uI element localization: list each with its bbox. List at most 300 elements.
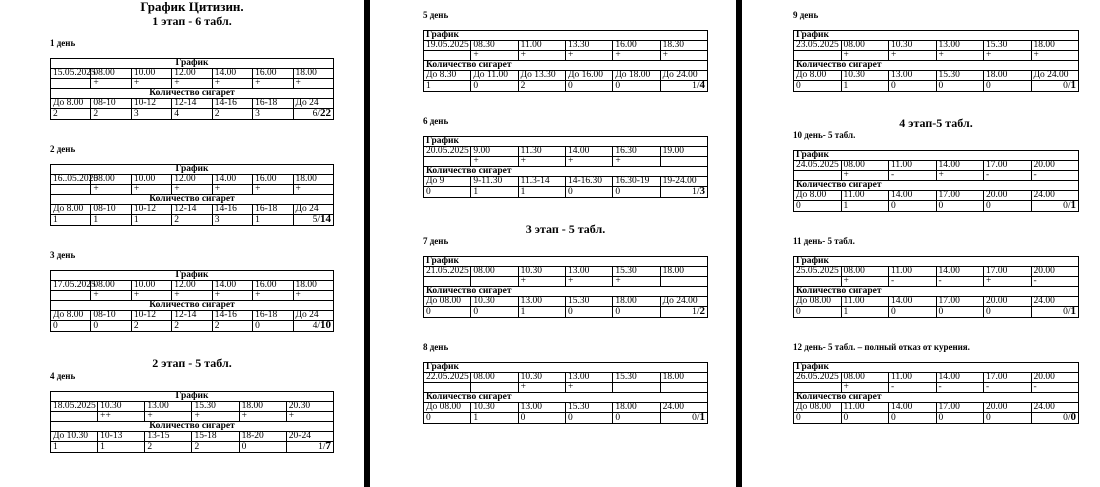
interval-row <box>51 311 334 321</box>
result-cell <box>660 187 707 198</box>
interval-cell: 24.00 <box>660 403 707 413</box>
count-header: Количество сигарет <box>51 195 334 205</box>
schedule-header-row <box>424 31 708 41</box>
count-cell: 0 <box>984 81 1032 92</box>
schedule-header-row <box>794 363 1079 373</box>
schedule-header: График <box>794 257 1079 267</box>
date-cell: 17.05.2025 <box>51 281 91 291</box>
count-cell: 3 <box>131 109 171 120</box>
time-cell: 11.00 <box>889 373 937 383</box>
time-cell: 19.00 <box>660 147 707 157</box>
schedule-table <box>423 30 708 92</box>
count-header: Количество сигарет <box>51 89 334 99</box>
mark-cell: + <box>286 412 333 422</box>
schedule-header: График <box>51 59 334 69</box>
document-page-1 <box>0 0 364 487</box>
count-row <box>794 201 1079 212</box>
time-cell: 20.00 <box>1031 373 1079 383</box>
interval-cell: 13.00 <box>889 71 937 81</box>
interval-cell: До 24 <box>293 205 333 215</box>
page-2-content <box>423 0 708 487</box>
result-cell <box>286 442 333 453</box>
result-smoked: 1 <box>1070 199 1076 211</box>
time-cell: 16.00 <box>253 175 293 185</box>
mark-cell <box>51 185 91 195</box>
count-header-row <box>424 61 708 71</box>
day-label: 9 день <box>793 10 819 20</box>
interval-cell: 18.00 <box>613 297 660 307</box>
time-cell: 08.00 <box>841 267 889 277</box>
result-smoked: 14 <box>320 213 331 225</box>
mark-cell: - <box>1031 383 1079 393</box>
day-label: 6 день <box>423 116 449 126</box>
result-smoked: 10 <box>320 319 331 331</box>
mark-row <box>424 157 708 167</box>
count-row <box>794 413 1079 424</box>
count-cell: 0 <box>794 413 842 424</box>
result-cell <box>293 215 333 226</box>
count-row <box>51 321 334 332</box>
time-cell: 13.00 <box>936 41 984 51</box>
mark-row <box>794 51 1079 61</box>
day-label: 12 день- 5 табл. – полный отказ от курения. <box>793 342 970 352</box>
count-header: Количество сигарет <box>794 393 1079 403</box>
mark-cell: + <box>565 157 612 167</box>
time-cell: 20.00 <box>1031 161 1079 171</box>
mark-cell <box>794 51 842 61</box>
count-cell: 0 <box>613 307 660 318</box>
count-cell: 0 <box>936 307 984 318</box>
time-cell: 18.00 <box>660 373 707 383</box>
day-label: 1 день <box>50 38 76 48</box>
interval-cell: 13.00 <box>518 403 565 413</box>
interval-cell: 24.00 <box>1031 403 1079 413</box>
result-smoked: 7 <box>325 440 331 452</box>
count-header: Количество сигарет <box>794 287 1079 297</box>
schedule-header: График <box>51 271 334 281</box>
result-cell <box>1031 201 1079 212</box>
interval-cell: До 24 <box>293 311 333 321</box>
count-cell: 0 <box>936 81 984 92</box>
count-cell: 0 <box>841 413 889 424</box>
schedule-header-row <box>794 257 1079 267</box>
count-cell: 0 <box>424 413 471 424</box>
date-cell: 20.05.2025 <box>424 147 471 157</box>
count-cell: 2 <box>172 321 212 332</box>
schedule-header-row <box>424 257 708 267</box>
interval-cell: До 18.00 <box>613 71 660 81</box>
mark-cell: + <box>984 277 1032 287</box>
interval-cell: 12-14 <box>172 311 212 321</box>
day-table-wrap <box>50 164 334 226</box>
mark-cell: + <box>131 185 171 195</box>
result-cell <box>1031 81 1079 92</box>
interval-cell: До 10.30 <box>51 432 98 442</box>
time-cell: 18.00 <box>660 267 707 277</box>
interval-cell: До 24.00 <box>1031 71 1079 81</box>
mark-cell: + <box>841 171 889 181</box>
result-cell <box>293 109 333 120</box>
result-cell <box>660 81 707 92</box>
count-cell: 0 <box>424 187 471 198</box>
mark-row <box>51 79 334 89</box>
time-cell: 13.00 <box>565 373 612 383</box>
count-cell: 0 <box>253 321 293 332</box>
interval-row <box>794 403 1079 413</box>
mark-cell: + <box>293 185 333 195</box>
day-table-wrap <box>793 30 1079 92</box>
time-cell: 16.30 <box>613 147 660 157</box>
time-cell: 13.00 <box>565 267 612 277</box>
time-row <box>794 267 1079 277</box>
time-cell: 14.00 <box>936 267 984 277</box>
count-cell: 0 <box>889 201 937 212</box>
day-table-wrap <box>423 136 708 198</box>
mark-cell: - <box>889 383 937 393</box>
mark-row <box>424 51 708 61</box>
time-row <box>424 41 708 51</box>
time-cell: 12.00 <box>172 69 212 79</box>
count-header: Количество сигарет <box>424 167 708 177</box>
interval-cell: До 11.00 <box>471 71 518 81</box>
time-cell: 11.30 <box>518 147 565 157</box>
mark-cell: + <box>91 79 131 89</box>
interval-cell: 08-10 <box>91 205 131 215</box>
time-cell: 15.30 <box>984 41 1032 51</box>
result-cell <box>293 321 333 332</box>
schedule-table <box>50 164 334 226</box>
day-label: 8 день <box>423 342 449 352</box>
mark-cell: - <box>936 383 984 393</box>
mark-cell: + <box>91 185 131 195</box>
count-cell: 0 <box>794 201 842 212</box>
time-cell: 15.30 <box>192 402 239 412</box>
interval-cell: 10-12 <box>131 99 171 109</box>
interval-row <box>794 71 1079 81</box>
count-header: Количество сигарет <box>794 61 1079 71</box>
mark-cell: + <box>889 51 937 61</box>
mark-cell: + <box>172 79 212 89</box>
count-row <box>51 109 334 120</box>
mark-cell <box>660 383 707 393</box>
day-label: 4 день <box>50 371 76 381</box>
time-cell: 10.00 <box>131 69 171 79</box>
time-row <box>424 267 708 277</box>
time-cell: 17.00 <box>984 161 1032 171</box>
interval-cell: 14.00 <box>889 403 937 413</box>
count-cell: 0 <box>91 321 131 332</box>
schedule-header-row <box>51 392 334 402</box>
interval-row <box>424 71 708 81</box>
count-cell: 0 <box>613 81 660 92</box>
interval-cell: 16-18 <box>253 99 293 109</box>
count-cell: 2 <box>212 321 252 332</box>
result-smoked: 22 <box>320 107 331 119</box>
count-cell: 1 <box>91 215 131 226</box>
day-label: 3 день <box>50 250 76 260</box>
time-cell: 14.00 <box>565 147 612 157</box>
count-cell: 1 <box>518 187 565 198</box>
schedule-table <box>50 391 334 453</box>
interval-cell: 10-13 <box>98 432 145 442</box>
result-smoked: 1 <box>699 411 705 423</box>
day-table-wrap <box>793 362 1079 424</box>
day-table-wrap <box>423 362 708 424</box>
count-header-row <box>51 89 334 99</box>
time-cell: 18.00 <box>293 175 333 185</box>
schedule-header-row <box>51 59 334 69</box>
interval-cell: До 8.00 <box>51 205 91 215</box>
mark-cell: - <box>936 277 984 287</box>
count-header: Количество сигарет <box>424 393 708 403</box>
time-cell: 10.00 <box>131 175 171 185</box>
schedule-header: График <box>424 257 708 267</box>
interval-cell: До 8.00 <box>51 99 91 109</box>
time-cell: 17.00 <box>984 267 1032 277</box>
result-taken: 5/ <box>312 215 320 225</box>
interval-cell: 20.00 <box>984 297 1032 307</box>
time-cell: 16.00 <box>253 69 293 79</box>
mark-row <box>794 171 1079 181</box>
date-cell: 21.05.2025 <box>424 267 471 277</box>
count-header: Количество сигарет <box>794 181 1079 191</box>
date-cell: 23.05.2025 <box>794 41 842 51</box>
interval-cell: 19-24.00 <box>660 177 707 187</box>
count-header-row <box>794 393 1079 403</box>
mark-cell <box>424 277 471 287</box>
count-header-row <box>51 422 334 432</box>
interval-cell: 10-12 <box>131 205 171 215</box>
count-cell: 0 <box>889 413 937 424</box>
interval-cell: 10.30 <box>471 297 518 307</box>
day-label: 2 день <box>50 144 76 154</box>
schedule-header-row <box>424 363 708 373</box>
mark-cell <box>471 277 518 287</box>
mark-cell: + <box>841 383 889 393</box>
time-cell: 10.30 <box>889 41 937 51</box>
mark-cell: + <box>145 412 192 422</box>
mark-cell: + <box>841 51 889 61</box>
result-taken: 4/ <box>312 321 320 331</box>
count-header-row <box>794 181 1079 191</box>
mark-cell: + <box>293 291 333 301</box>
mark-cell: + <box>984 51 1032 61</box>
interval-cell: 17.00 <box>936 403 984 413</box>
document-title: График Цитизин. <box>140 0 244 14</box>
count-cell: 0 <box>794 81 842 92</box>
interval-row <box>51 432 334 442</box>
result-smoked: 1 <box>1070 79 1076 91</box>
count-cell: 2 <box>145 442 192 453</box>
schedule-table <box>793 256 1079 318</box>
interval-cell: 08-10 <box>91 311 131 321</box>
result-taken: 0/ <box>1063 307 1071 317</box>
mark-row <box>51 185 334 195</box>
schedule-header: График <box>51 392 334 402</box>
time-cell: 16.00 <box>613 41 660 51</box>
count-cell: 1 <box>424 81 471 92</box>
count-cell: 0 <box>565 81 612 92</box>
interval-cell: 9-11.30 <box>471 177 518 187</box>
mark-cell: + <box>613 277 660 287</box>
interval-cell: До 16.00 <box>565 71 612 81</box>
time-cell: 18.00 <box>293 281 333 291</box>
schedule-table <box>50 270 334 332</box>
interval-cell: 18.00 <box>984 71 1032 81</box>
time-row <box>51 175 334 185</box>
count-cell: 2 <box>518 81 565 92</box>
result-cell <box>1031 413 1079 424</box>
mark-cell: + <box>1031 51 1079 61</box>
mark-cell: - <box>889 277 937 287</box>
schedule-table <box>50 58 334 120</box>
time-cell: 08.00 <box>91 281 131 291</box>
mark-cell: + <box>565 277 612 287</box>
time-cell: 10.30 <box>98 402 145 412</box>
time-cell: 14.00 <box>936 161 984 171</box>
count-cell: 0 <box>984 201 1032 212</box>
mark-cell: - <box>1031 171 1079 181</box>
interval-row <box>424 297 708 307</box>
mark-cell: + <box>293 79 333 89</box>
time-cell: 10.30 <box>518 267 565 277</box>
schedule-header: График <box>51 165 334 175</box>
time-cell: 14.00 <box>212 69 252 79</box>
interval-cell: 12-14 <box>172 99 212 109</box>
count-row <box>794 307 1079 318</box>
count-row <box>51 442 334 453</box>
interval-cell: 17.00 <box>936 297 984 307</box>
interval-row <box>51 205 334 215</box>
time-cell: 18.30 <box>660 41 707 51</box>
count-header: Количество сигарет <box>51 422 334 432</box>
count-header-row <box>51 301 334 311</box>
mark-cell <box>424 383 471 393</box>
interval-cell: 10-12 <box>131 311 171 321</box>
time-cell: 10.00 <box>131 281 171 291</box>
time-cell: 12.00 <box>172 175 212 185</box>
stage-heading: 4 этап-5 табл. <box>899 116 973 130</box>
mark-cell: + <box>613 51 660 61</box>
day-table-wrap <box>793 256 1079 318</box>
schedule-table <box>423 362 708 424</box>
count-cell: 1 <box>841 201 889 212</box>
interval-cell: 11.00 <box>841 191 889 201</box>
mark-row <box>424 277 708 287</box>
date-cell: 24.05.2025 <box>794 161 842 171</box>
interval-cell: 16-18 <box>253 205 293 215</box>
schedule-header: График <box>794 363 1079 373</box>
count-cell: 2 <box>172 215 212 226</box>
count-cell: 1 <box>471 413 518 424</box>
schedule-table <box>793 30 1079 92</box>
mark-cell: + <box>239 412 286 422</box>
count-cell: 4 <box>172 109 212 120</box>
day-table-wrap <box>423 256 708 318</box>
mark-cell: + <box>518 51 565 61</box>
mark-cell: + <box>471 157 518 167</box>
interval-cell: 20.00 <box>984 191 1032 201</box>
mark-row <box>51 412 334 422</box>
interval-cell: 14-16.30 <box>565 177 612 187</box>
count-header-row <box>794 287 1079 297</box>
time-row <box>424 147 708 157</box>
result-cell <box>1031 307 1079 318</box>
mark-cell: + <box>936 171 984 181</box>
interval-cell: 15.30 <box>936 71 984 81</box>
interval-row <box>424 403 708 413</box>
mark-cell: + <box>212 185 252 195</box>
schedule-header-row <box>51 165 334 175</box>
count-cell: 1 <box>51 215 91 226</box>
count-cell: 0 <box>471 81 518 92</box>
result-smoked: 4 <box>699 79 705 91</box>
count-row <box>424 187 708 198</box>
count-cell: 0 <box>613 187 660 198</box>
count-cell: 0 <box>51 321 91 332</box>
interval-cell: 11.00 <box>841 403 889 413</box>
mark-cell: - <box>984 171 1032 181</box>
time-cell: 20.30 <box>286 402 333 412</box>
date-cell: 19.05.2025 <box>424 41 471 51</box>
time-cell: 15.30 <box>613 267 660 277</box>
count-row <box>424 413 708 424</box>
interval-cell: 24.00 <box>1031 297 1079 307</box>
day-table-wrap <box>50 270 334 332</box>
mark-row <box>794 383 1079 393</box>
time-cell: 08.00 <box>91 175 131 185</box>
time-cell: 14.00 <box>212 281 252 291</box>
count-cell: 1 <box>518 307 565 318</box>
mark-row <box>424 383 708 393</box>
mark-row <box>51 291 334 301</box>
count-header: Количество сигарет <box>51 301 334 311</box>
interval-cell: До 08.00 <box>794 297 842 307</box>
time-cell: 12.00 <box>172 281 212 291</box>
time-cell: 18.00 <box>293 69 333 79</box>
mark-cell: ++ <box>98 412 145 422</box>
schedule-header: График <box>794 151 1079 161</box>
count-header-row <box>794 61 1079 71</box>
time-cell: 08.00 <box>841 161 889 171</box>
count-cell: 0 <box>936 201 984 212</box>
count-cell: 2 <box>212 109 252 120</box>
schedule-table <box>423 136 708 198</box>
schedule-header: График <box>424 137 708 147</box>
interval-cell: 20.00 <box>984 403 1032 413</box>
time-cell: 14.00 <box>936 373 984 383</box>
count-cell: 0 <box>984 307 1032 318</box>
mark-cell <box>613 383 660 393</box>
interval-cell: 11.00 <box>841 297 889 307</box>
interval-cell: 12-14 <box>172 205 212 215</box>
time-cell: 16.00 <box>253 281 293 291</box>
mark-cell <box>424 157 471 167</box>
mark-cell <box>51 291 91 301</box>
count-cell: 2 <box>91 109 131 120</box>
schedule-table <box>793 362 1079 424</box>
mark-cell <box>794 383 842 393</box>
time-cell: 9.00 <box>471 147 518 157</box>
interval-row <box>424 177 708 187</box>
interval-cell: 14.00 <box>889 191 937 201</box>
interval-cell: 13-15 <box>145 432 192 442</box>
interval-cell: 08-10 <box>91 99 131 109</box>
time-row <box>794 373 1079 383</box>
interval-cell: 15.30 <box>565 403 612 413</box>
interval-cell: 24.00 <box>1031 191 1079 201</box>
time-cell: 08.00 <box>471 373 518 383</box>
